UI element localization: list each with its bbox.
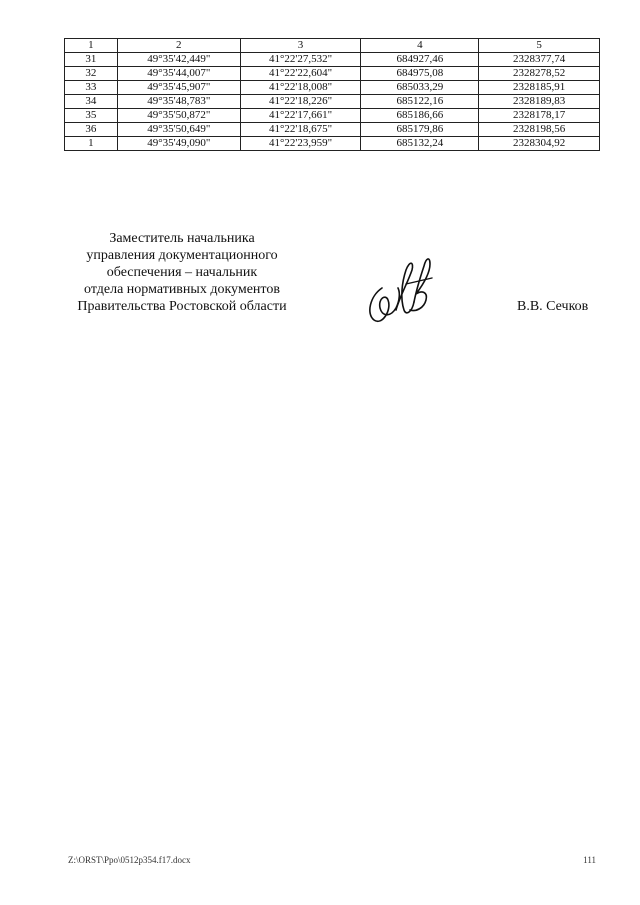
- table-cell: 49°35'42,449": [117, 53, 240, 67]
- table-cell: 41°22'18,226": [240, 95, 361, 109]
- table-cell: 32: [65, 67, 118, 81]
- header-cell: 4: [361, 39, 479, 53]
- signer-name: В.В. Сечков: [517, 299, 589, 314]
- table-cell: 41°22'18,675": [240, 123, 361, 137]
- handwritten-signature: [360, 248, 440, 328]
- table-row: [65, 123, 600, 137]
- table-cell: 685033,29: [361, 81, 479, 95]
- table-cell: 2328278,52: [479, 67, 600, 81]
- table-cell: 41°22'17,661": [240, 109, 361, 123]
- table-cell: 49°35'50,872": [117, 109, 240, 123]
- table-row: [65, 137, 600, 151]
- table-cell: 49°35'49,090": [117, 137, 240, 151]
- position-line: Заместитель начальника: [109, 231, 255, 246]
- table-cell: 35: [65, 109, 118, 123]
- table-row: [65, 67, 600, 81]
- coordinates-table: [64, 38, 600, 151]
- table-cell: 33: [65, 81, 118, 95]
- table-cell: 49°35'48,783": [117, 95, 240, 109]
- table-cell: 1: [65, 137, 118, 151]
- position-line: Правительства Ростовской области: [77, 299, 287, 314]
- table-cell: 49°35'45,907": [117, 81, 240, 95]
- signatory-position: [64, 230, 300, 315]
- table-cell: 684975,08: [361, 67, 479, 81]
- table-cell: 685179,86: [361, 123, 479, 137]
- header-cell: 5: [479, 39, 600, 53]
- table-row: [65, 53, 600, 67]
- position-line: управления документационного: [86, 248, 278, 263]
- table-cell: 41°22'22,604": [240, 67, 361, 81]
- table-cell: 2328304,92: [479, 137, 600, 151]
- table-cell: 685132,24: [361, 137, 479, 151]
- header-cell: 1: [65, 39, 118, 53]
- table-cell: 41°22'27,532": [240, 53, 361, 67]
- table-cell: 685122,16: [361, 95, 479, 109]
- table-cell: 2328377,74: [479, 53, 600, 67]
- table-cell: 685186,66: [361, 109, 479, 123]
- page-number: 111: [583, 855, 596, 865]
- table-cell: 41°22'18,008": [240, 81, 361, 95]
- position-line: отдела нормативных документов: [84, 282, 280, 297]
- table-row: [65, 81, 600, 95]
- table-cell: 2328178,17: [479, 109, 600, 123]
- position-line: обеспечения – начальник: [106, 265, 258, 280]
- table-cell: 41°22'23,959": [240, 137, 361, 151]
- table-cell: 34: [65, 95, 118, 109]
- table-cell: 684927,46: [361, 53, 479, 67]
- footer-file-path: Z:\ORST\Ppo\0512p354.f17.docx: [68, 855, 191, 865]
- table-cell: 49°35'50,649": [117, 123, 240, 137]
- table-cell: 36: [65, 123, 118, 137]
- table-cell: 31: [65, 53, 118, 67]
- header-cell: 2: [117, 39, 240, 53]
- table-cell: 2328198,56: [479, 123, 600, 137]
- header-cell: 3: [240, 39, 361, 53]
- table-cell: 2328189,83: [479, 95, 600, 109]
- table-row: [65, 109, 600, 123]
- table-cell: 49°35'44,007": [117, 67, 240, 81]
- table-header-row: [65, 39, 600, 53]
- table-row: [65, 95, 600, 109]
- table-cell: 2328185,91: [479, 81, 600, 95]
